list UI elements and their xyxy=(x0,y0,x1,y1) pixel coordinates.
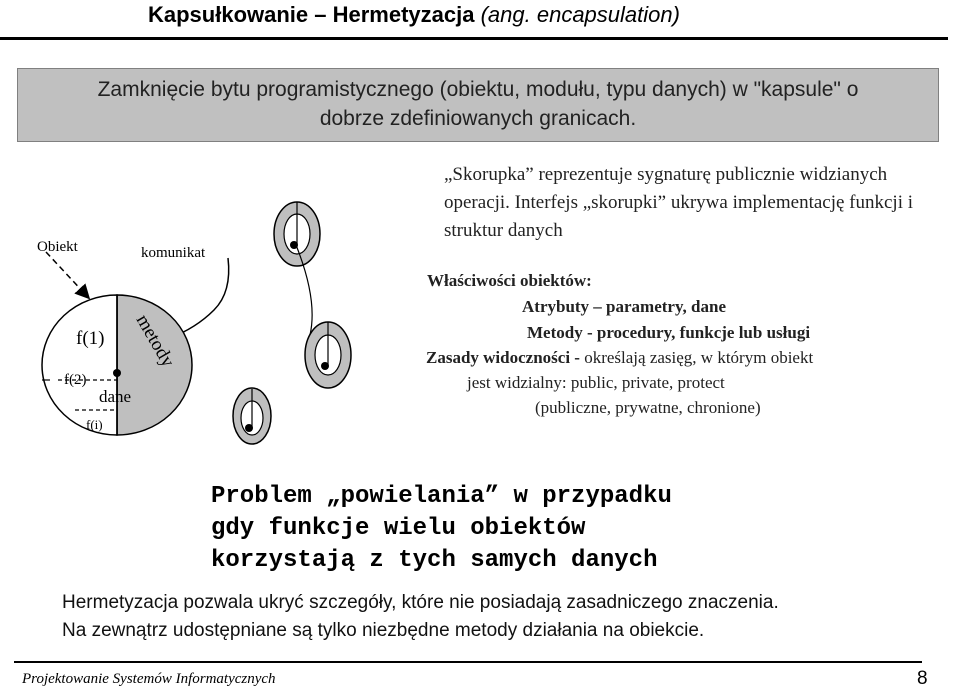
f2-label: f(2) xyxy=(64,372,87,388)
props-visibility-rest: określają zasięg, w którym obiekt xyxy=(579,348,814,367)
props-attributes-text: Atrybuty – parametry, dane xyxy=(522,297,726,316)
definition-text xyxy=(17,75,939,133)
title-rule xyxy=(0,37,948,40)
props-attributes xyxy=(522,297,726,317)
obiekt-arrow xyxy=(46,252,86,295)
methods-shell xyxy=(117,295,192,435)
dane-label: dane xyxy=(99,387,132,406)
footer-text: Projektowanie Systemów Informatycznych xyxy=(22,671,276,687)
link-dot xyxy=(113,369,121,377)
problem-line-3: korzystają z tych samych danych xyxy=(211,547,658,574)
props-visibility-line-2: jest widzialny: public, private, protect xyxy=(467,373,725,392)
fi-label: f(i) xyxy=(86,417,103,432)
f1-label: f(1) xyxy=(76,328,105,349)
summary-line-2: Na zewnątrz udostępniane są tylko niezbędne metody działania na obiekcie. xyxy=(62,620,705,641)
slide-title xyxy=(148,2,680,28)
props-visibility-label: Zasady widoczności - xyxy=(426,348,580,367)
page-number: 8 xyxy=(917,668,928,689)
props-visibility xyxy=(426,348,813,368)
title-main: Kapsułkowanie – Hermetyzacja xyxy=(148,2,475,27)
problem-line-1: Problem „powielania” w przypadku xyxy=(211,483,672,510)
komunikat-label: komunikat xyxy=(141,245,206,261)
title-italic: (ang. encapsulation) xyxy=(474,2,680,27)
problem-line-2: gdy funkcje wielu obiektów xyxy=(211,515,586,542)
props-heading-text: Właściwości obiektów: xyxy=(427,271,592,290)
props-heading xyxy=(427,271,592,291)
encapsulation-diagram xyxy=(0,150,430,450)
props-methods xyxy=(527,323,810,343)
shell-description: „Skorupka” reprezentuje sygnaturę publicznie widzianych operacji. Interfejs „skorupki” ukrywa implementację funkcji i struktur danych xyxy=(444,164,914,241)
data-core xyxy=(42,295,117,435)
obiekt-label: Obiekt xyxy=(37,239,78,255)
props-visibility-line-3: (publiczne, prywatne, chronione) xyxy=(535,398,761,417)
problem-text xyxy=(211,481,672,577)
summary-line-1: Hermetyzacja pozwala ukryć szczegóły, które nie posiadają zasadniczego znaczenia. xyxy=(62,592,779,613)
footer-rule xyxy=(14,661,922,663)
definition-line-2: dobrze zdefiniowanych granicach. xyxy=(319,107,637,130)
definition-line-1: Zamknięcie bytu programistycznego (obiektu, modułu, typu danych) w "kapsule" o xyxy=(97,78,859,101)
props-methods-text: Metody - procedury, funkcje lub usługi xyxy=(527,323,811,342)
metody-label: metody xyxy=(131,311,179,371)
